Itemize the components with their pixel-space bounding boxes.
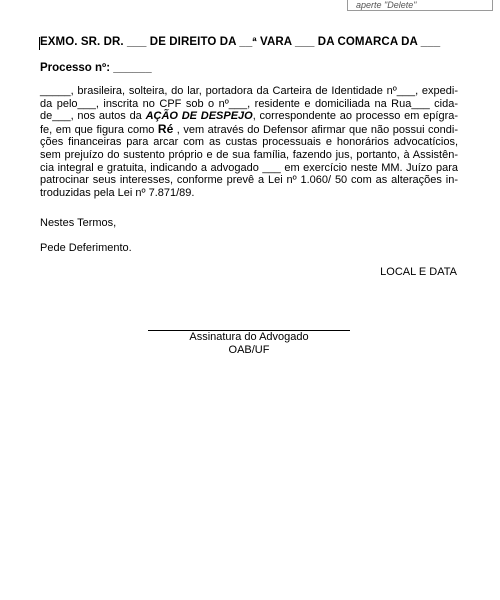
body-line: cia integral e gratuita, indicando a advogado ___ em exercício neste MM. Juízo para — [40, 161, 458, 174]
body-line — [40, 123, 458, 137]
local-and-date[interactable]: LOCAL E DATA — [380, 266, 457, 278]
delete-hint-box — [347, 0, 493, 11]
signature-registry[interactable]: OAB/UF — [228, 344, 270, 356]
body-text: , correspondente ao processo em epígra- — [252, 110, 459, 123]
signature-name[interactable]: Assinatura do Advogado — [189, 331, 309, 343]
body-line: sem prejuízo do sustento próprio e de sua família, fazendo jus, portanto, à Assistên- — [40, 148, 458, 161]
body-text: fe, em que figura como — [40, 123, 158, 136]
body-line: _____, brasileira, solteira, do lar, portadora da Carteira de Identidade nº___, expedi- — [40, 85, 458, 97]
party-role: Ré — [157, 121, 174, 136]
body-line: troduzidas pela Lei nº 7.871/89. — [40, 186, 195, 199]
closing-terms[interactable]: Nestes Termos, — [40, 217, 117, 229]
body-line — [40, 110, 458, 123]
process-number[interactable]: Processo nº: ______ — [40, 62, 152, 74]
body-text: , vem através do Defensor afirmar que não possui condi- — [173, 123, 459, 136]
delete-hint-text: aperte "Delete" — [356, 0, 417, 10]
body-text: de___, nos autos da — [40, 110, 146, 123]
body-paragraph[interactable] — [40, 85, 458, 199]
closing-request[interactable]: Pede Deferimento. — [40, 242, 132, 254]
body-line: da pelo___, inscrita no CPF sob o nº___, residente e domiciliada na Rua___ cida- — [40, 97, 458, 110]
body-line: patrocinar seus interesses, conforme prevê a Lei nº 1.060/ 50 com as alterações in- — [40, 174, 458, 187]
action-name: AÇÃO DE DESPEJO — [145, 110, 253, 123]
document-heading[interactable]: EXMO. SR. DR. ___ DE DIREITO DA __ª VARA ___ DA COMARCA DA ___ — [40, 36, 441, 48]
body-line: ções financeiras para arcar com as custas processuais e honorários advocatícios, — [40, 136, 458, 149]
